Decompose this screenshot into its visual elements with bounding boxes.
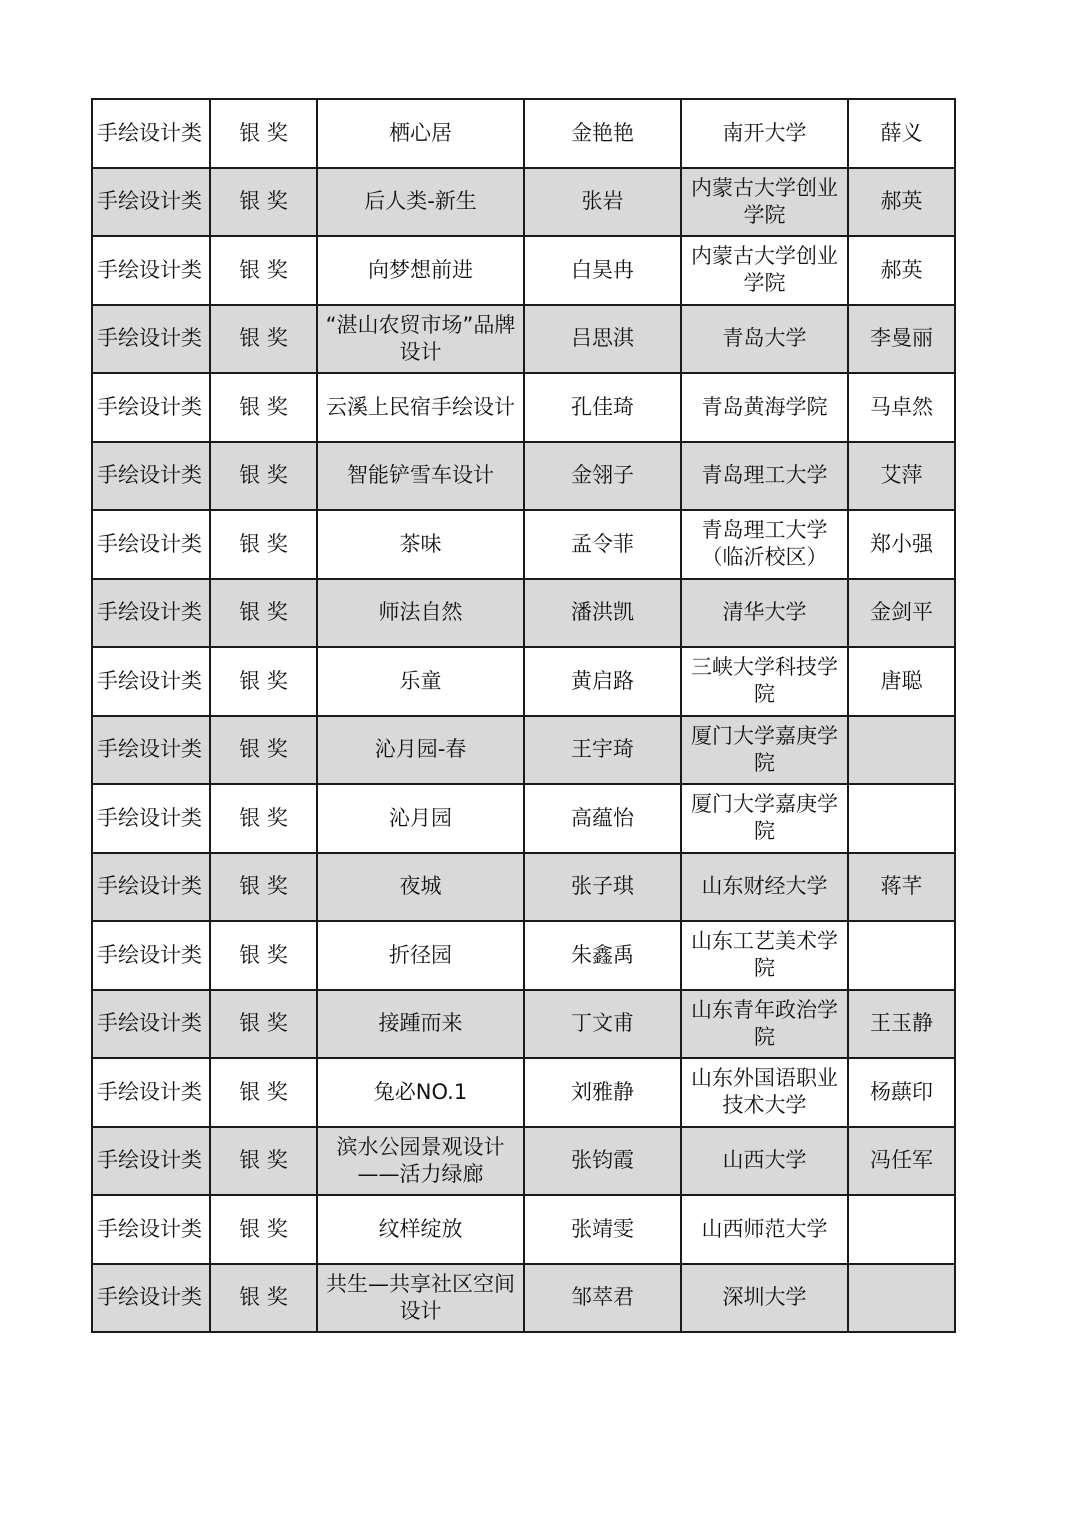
cell-teacher: 薛义 [848,99,955,168]
cell-author: 张靖雯 [524,1195,681,1264]
cell-school: 山东青年政治学院 [681,990,848,1059]
cell-school: 山东外国语职业技术大学 [681,1058,848,1127]
cell-school: 青岛理工大学 [681,442,848,511]
table-row [92,921,955,990]
cell-award: 银 奖 [210,853,317,922]
cell-teacher [848,716,955,785]
cell-author: 邹萃君 [524,1264,681,1333]
cell-school: 清华大学 [681,579,848,648]
table-row [92,1264,955,1333]
cell-category: 手绘设计类 [92,236,210,305]
table-row [92,579,955,648]
table-row [92,510,955,579]
table-row [92,853,955,922]
cell-award: 银 奖 [210,373,317,442]
cell-category: 手绘设计类 [92,579,210,648]
cell-category: 手绘设计类 [92,1264,210,1333]
cell-teacher: 蒋芊 [848,853,955,922]
table-row [92,373,955,442]
cell-author: 潘洪凯 [524,579,681,648]
cell-author: 孟令菲 [524,510,681,579]
cell-school: 山东工艺美术学院 [681,921,848,990]
cell-award: 银 奖 [210,510,317,579]
awards-table-body [92,99,955,1332]
cell-award: 银 奖 [210,1127,317,1196]
table-row [92,305,955,374]
table-row [92,716,955,785]
cell-work-title: “湛山农贸市场”品牌设计 [317,305,524,374]
table-row [92,1195,955,1264]
cell-teacher: 郝英 [848,236,955,305]
cell-work-title: 夜城 [317,853,524,922]
cell-teacher [848,1195,955,1264]
cell-award: 银 奖 [210,921,317,990]
cell-category: 手绘设计类 [92,853,210,922]
cell-award: 银 奖 [210,579,317,648]
cell-author: 白昊冉 [524,236,681,305]
cell-author: 张钧霞 [524,1127,681,1196]
cell-school: 南开大学 [681,99,848,168]
cell-category: 手绘设计类 [92,373,210,442]
table-row [92,168,955,237]
cell-school: 青岛黄海学院 [681,373,848,442]
cell-work-title: 智能铲雪车设计 [317,442,524,511]
cell-author: 高蕴怡 [524,784,681,853]
cell-school: 厦门大学嘉庚学院 [681,784,848,853]
cell-category: 手绘设计类 [92,1058,210,1127]
table-row [92,99,955,168]
table-row [92,784,955,853]
cell-award: 银 奖 [210,716,317,785]
cell-category: 手绘设计类 [92,1195,210,1264]
cell-category: 手绘设计类 [92,1127,210,1196]
cell-award: 银 奖 [210,168,317,237]
cell-category: 手绘设计类 [92,510,210,579]
cell-award: 银 奖 [210,1264,317,1333]
cell-teacher: 杨蕻印 [848,1058,955,1127]
cell-work-title: 纹样绽放 [317,1195,524,1264]
cell-school: 内蒙古大学创业学院 [681,236,848,305]
cell-category: 手绘设计类 [92,647,210,716]
cell-teacher: 王玉静 [848,990,955,1059]
cell-author: 张岩 [524,168,681,237]
cell-author: 王宇琦 [524,716,681,785]
cell-category: 手绘设计类 [92,168,210,237]
cell-school: 山东财经大学 [681,853,848,922]
cell-teacher: 马卓然 [848,373,955,442]
cell-work-title: 兔必NO.1 [317,1058,524,1127]
cell-work-title: 向梦想前进 [317,236,524,305]
cell-teacher: 李曼丽 [848,305,955,374]
cell-award: 银 奖 [210,990,317,1059]
cell-author: 张子琪 [524,853,681,922]
table-row [92,647,955,716]
cell-category: 手绘设计类 [92,716,210,785]
cell-work-title: 沁月园-春 [317,716,524,785]
cell-work-title: 乐童 [317,647,524,716]
cell-work-title: 接踵而来 [317,990,524,1059]
cell-category: 手绘设计类 [92,784,210,853]
cell-author: 刘雅静 [524,1058,681,1127]
cell-teacher [848,784,955,853]
cell-school: 山西师范大学 [681,1195,848,1264]
table-row [92,1127,955,1196]
cell-award: 银 奖 [210,784,317,853]
cell-author: 黄启路 [524,647,681,716]
table-row [92,442,955,511]
table-row [92,990,955,1059]
cell-author: 金翎子 [524,442,681,511]
cell-work-title: 云溪上民宿手绘设计 [317,373,524,442]
table-row [92,1058,955,1127]
cell-award: 银 奖 [210,236,317,305]
cell-author: 金艳艳 [524,99,681,168]
cell-teacher: 冯任军 [848,1127,955,1196]
cell-school: 厦门大学嘉庚学院 [681,716,848,785]
cell-work-title: 滨水公园景观设计——活力绿廊 [317,1127,524,1196]
cell-work-title: 沁月园 [317,784,524,853]
cell-author: 朱鑫禹 [524,921,681,990]
cell-school: 山西大学 [681,1127,848,1196]
awards-table [91,98,956,1333]
cell-school: 深圳大学 [681,1264,848,1333]
cell-teacher: 郝英 [848,168,955,237]
cell-award: 银 奖 [210,442,317,511]
cell-work-title: 茶味 [317,510,524,579]
cell-teacher: 唐聪 [848,647,955,716]
cell-work-title: 共生—共享社区空间设计 [317,1264,524,1333]
cell-category: 手绘设计类 [92,990,210,1059]
cell-work-title: 后人类-新生 [317,168,524,237]
cell-award: 银 奖 [210,1195,317,1264]
cell-work-title: 折径园 [317,921,524,990]
cell-author: 孔佳琦 [524,373,681,442]
cell-category: 手绘设计类 [92,305,210,374]
cell-teacher: 金剑平 [848,579,955,648]
cell-category: 手绘设计类 [92,99,210,168]
cell-school: 青岛理工大学（临沂校区） [681,510,848,579]
cell-school: 内蒙古大学创业学院 [681,168,848,237]
cell-school: 三峡大学科技学院 [681,647,848,716]
cell-work-title: 师法自然 [317,579,524,648]
cell-author: 吕思淇 [524,305,681,374]
cell-teacher: 郑小强 [848,510,955,579]
cell-school: 青岛大学 [681,305,848,374]
cell-award: 银 奖 [210,1058,317,1127]
table-row [92,236,955,305]
cell-teacher [848,921,955,990]
cell-category: 手绘设计类 [92,442,210,511]
cell-work-title: 栖心居 [317,99,524,168]
cell-award: 银 奖 [210,99,317,168]
cell-award: 银 奖 [210,647,317,716]
cell-category: 手绘设计类 [92,921,210,990]
cell-author: 丁文甫 [524,990,681,1059]
cell-teacher: 艾萍 [848,442,955,511]
cell-teacher [848,1264,955,1333]
cell-award: 银 奖 [210,305,317,374]
